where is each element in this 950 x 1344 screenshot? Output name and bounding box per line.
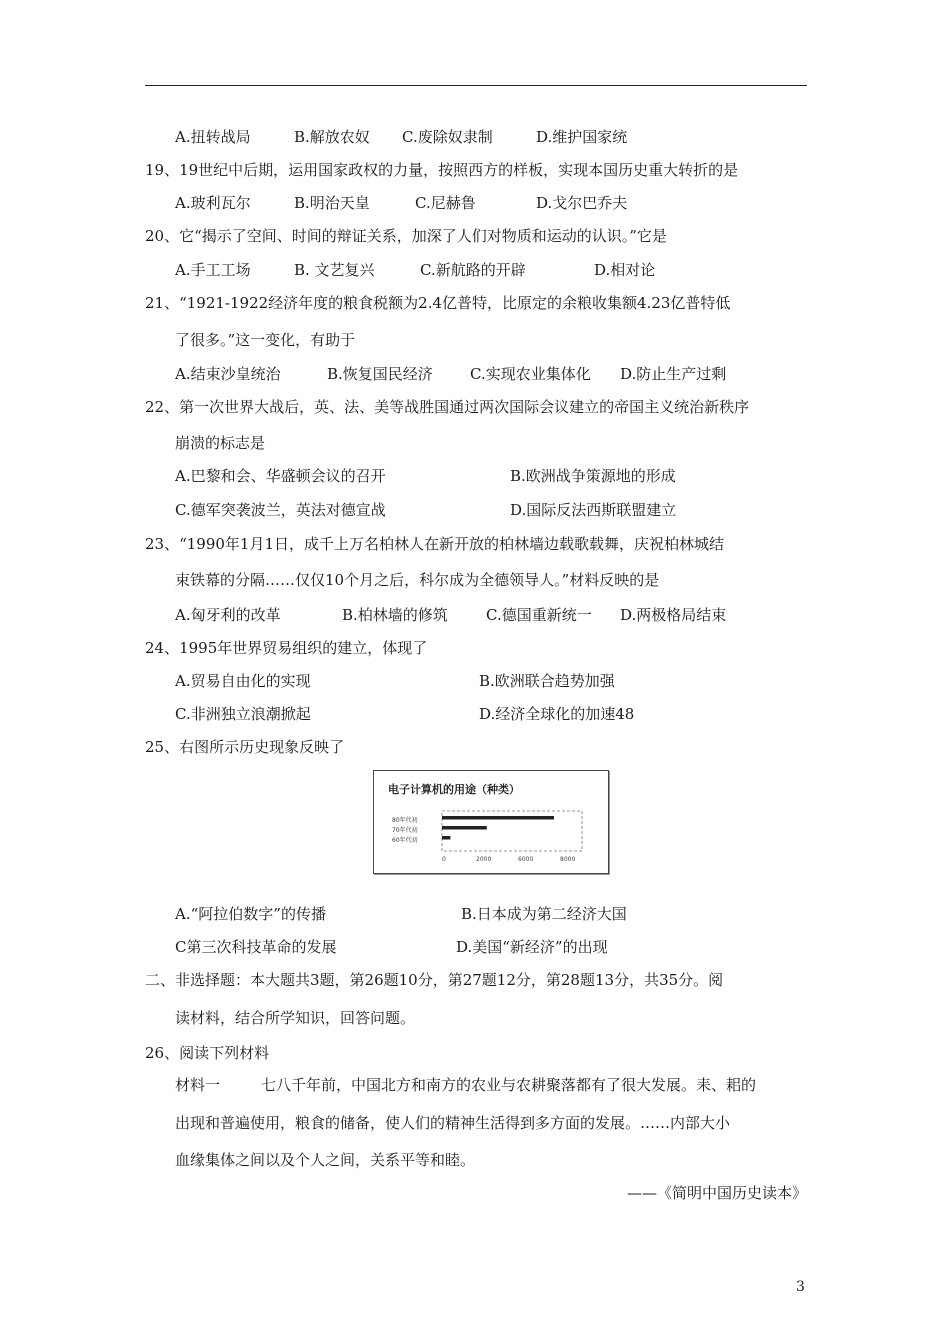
page-number: 3	[796, 1279, 805, 1295]
q23-stem-line1: 23、“1990年1月1日，成千上万名柏林人在新开放的柏林墙边载歌载舞，庆祝柏林城结	[145, 535, 725, 553]
q21-stem-line2: 了很多。”这一变化，有助于	[175, 331, 356, 349]
q25-option-d: D.美国“新经济”的出现	[456, 938, 608, 956]
q18-option-a: A.扭转战局	[175, 128, 251, 146]
chart-bar	[442, 826, 487, 830]
q20-option-d: D.相对论	[594, 261, 656, 279]
q19-option-a: A.玻利瓦尔	[175, 194, 251, 212]
q26-stem: 26、阅读下列材料	[145, 1044, 270, 1062]
q22-stem-line2: 崩溃的标志是	[175, 434, 266, 452]
chart-category-label: 70年代初	[392, 827, 418, 834]
q26-source: ——《简明中国历史读本》	[626, 1184, 807, 1202]
chart-category-label: 80年代初	[392, 817, 418, 824]
q24-stem: 24、1995年世界贸易组织的建立，体现了	[145, 639, 428, 657]
q23-option-b: B.柏林墙的修筑	[342, 606, 448, 624]
chart-x-tick-label: 0	[442, 856, 446, 863]
q22-option-d: D.国际反法西斯联盟建立	[510, 501, 677, 519]
section2-instructions-line2: 读材料，结合所学知识，回答问题。	[175, 1009, 416, 1027]
q25-option-c: C第三次科技革命的发展	[175, 938, 337, 956]
q23-option-c: C.德国重新统一	[486, 606, 592, 624]
q21-stem-line1: 21、“1921-1922经济年度的粮食税额为2.4亿普特，比原定的余粮收集额4.23亿普特低	[145, 294, 731, 312]
q26-material-line3: 血缘集体之间以及个人之间，关系平等和睦。	[175, 1151, 476, 1169]
q21-option-a: A.结束沙皇统治	[175, 365, 281, 383]
chart-x-ticks	[442, 856, 575, 863]
q22-option-c: C.德军突袭波兰，英法对德宣战	[175, 501, 386, 519]
chart-category-labels	[392, 816, 418, 844]
q25-option-a: A.“阿拉伯数字”的传播	[175, 905, 326, 923]
q25-stem: 25、右图所示历史现象反映了	[145, 738, 345, 756]
chart-bar	[442, 816, 554, 820]
chart-x-tick-label: 2000	[476, 856, 492, 863]
q26-material-line2: 出现和普遍使用，粮食的储备，使人们的精神生活得到多方面的发展。……内部大小	[175, 1114, 731, 1132]
computer-usage-chart	[373, 770, 609, 874]
q20-stem: 20、它“揭示了空间、时间的辩证关系，加深了人们对物质和运动的认识。”它是	[145, 227, 667, 245]
q26-material-label: 材料一	[175, 1076, 221, 1094]
q24-option-d: D.经济全球化的加速48	[479, 705, 635, 723]
q24-option-b: B.欧洲联合趋势加强	[479, 672, 615, 690]
q22-option-a: A.巴黎和会、华盛顿会议的召开	[175, 467, 386, 485]
chart-category-label: 60年代初	[392, 837, 418, 844]
q22-stem-line1: 22、第一次世界大战后，英、法、美等战胜国通过两次国际会议建立的帝国主义统治新秩序	[145, 398, 750, 416]
q18-option-d: D.维护国家统	[536, 128, 628, 146]
q20-option-b: B. 文艺复兴	[294, 261, 375, 279]
q23-option-a: A.匈牙利的改革	[175, 606, 281, 624]
q19-option-d: D.戈尔巴乔夫	[536, 194, 628, 212]
chart-x-tick-label: 6000	[518, 856, 534, 863]
q23-stem-line2: 束铁幕的分隔……仅仅10个月之后，科尔成为全德领导人。”材料反映的是	[175, 571, 660, 589]
q21-option-c: C.实现农业集体化	[470, 365, 591, 383]
chart-title: 电子计算机的用途（种类）	[388, 783, 520, 796]
chart-svg	[374, 771, 608, 873]
q18-option-c: C.废除奴隶制	[402, 128, 493, 146]
chart-x-tick-label: 8000	[560, 856, 576, 863]
chart-bar	[442, 836, 450, 840]
q24-option-c: C.非洲独立浪潮掀起	[175, 705, 311, 723]
q22-option-b: B.欧洲战争策源地的形成	[510, 467, 676, 485]
section2-instructions-line1: 二、非选择题：本大题共3题，第26题10分，第27题12分，第28题13分，共35分。阅	[145, 971, 724, 989]
q19-option-b: B.明治天皇	[294, 194, 370, 212]
q20-option-a: A.手工工场	[175, 261, 251, 279]
q25-option-b: B.日本成为第二经济大国	[461, 905, 627, 923]
q19-stem: 19、19世纪中后期，运用国家政权的力量，按照西方的样板，实现本国历史重大转折的是	[145, 161, 739, 179]
chart-bars	[442, 816, 554, 840]
q20-option-c: C.新航路的开辟	[420, 261, 526, 279]
q21-option-b: B.恢复国民经济	[327, 365, 433, 383]
q23-option-d: D.两极格局结束	[620, 606, 727, 624]
q21-option-d: D.防止生产过剩	[620, 365, 727, 383]
q18-option-b: B.解放农奴	[294, 128, 370, 146]
q24-option-a: A.贸易自由化的实现	[175, 672, 311, 690]
header-rule	[145, 85, 807, 86]
q19-option-c: C.尼赫鲁	[415, 194, 476, 212]
q26-material-line1: 七八千年前，中国北方和南方的农业与农耕聚落都有了很大发展。耒、耜的	[261, 1076, 757, 1094]
